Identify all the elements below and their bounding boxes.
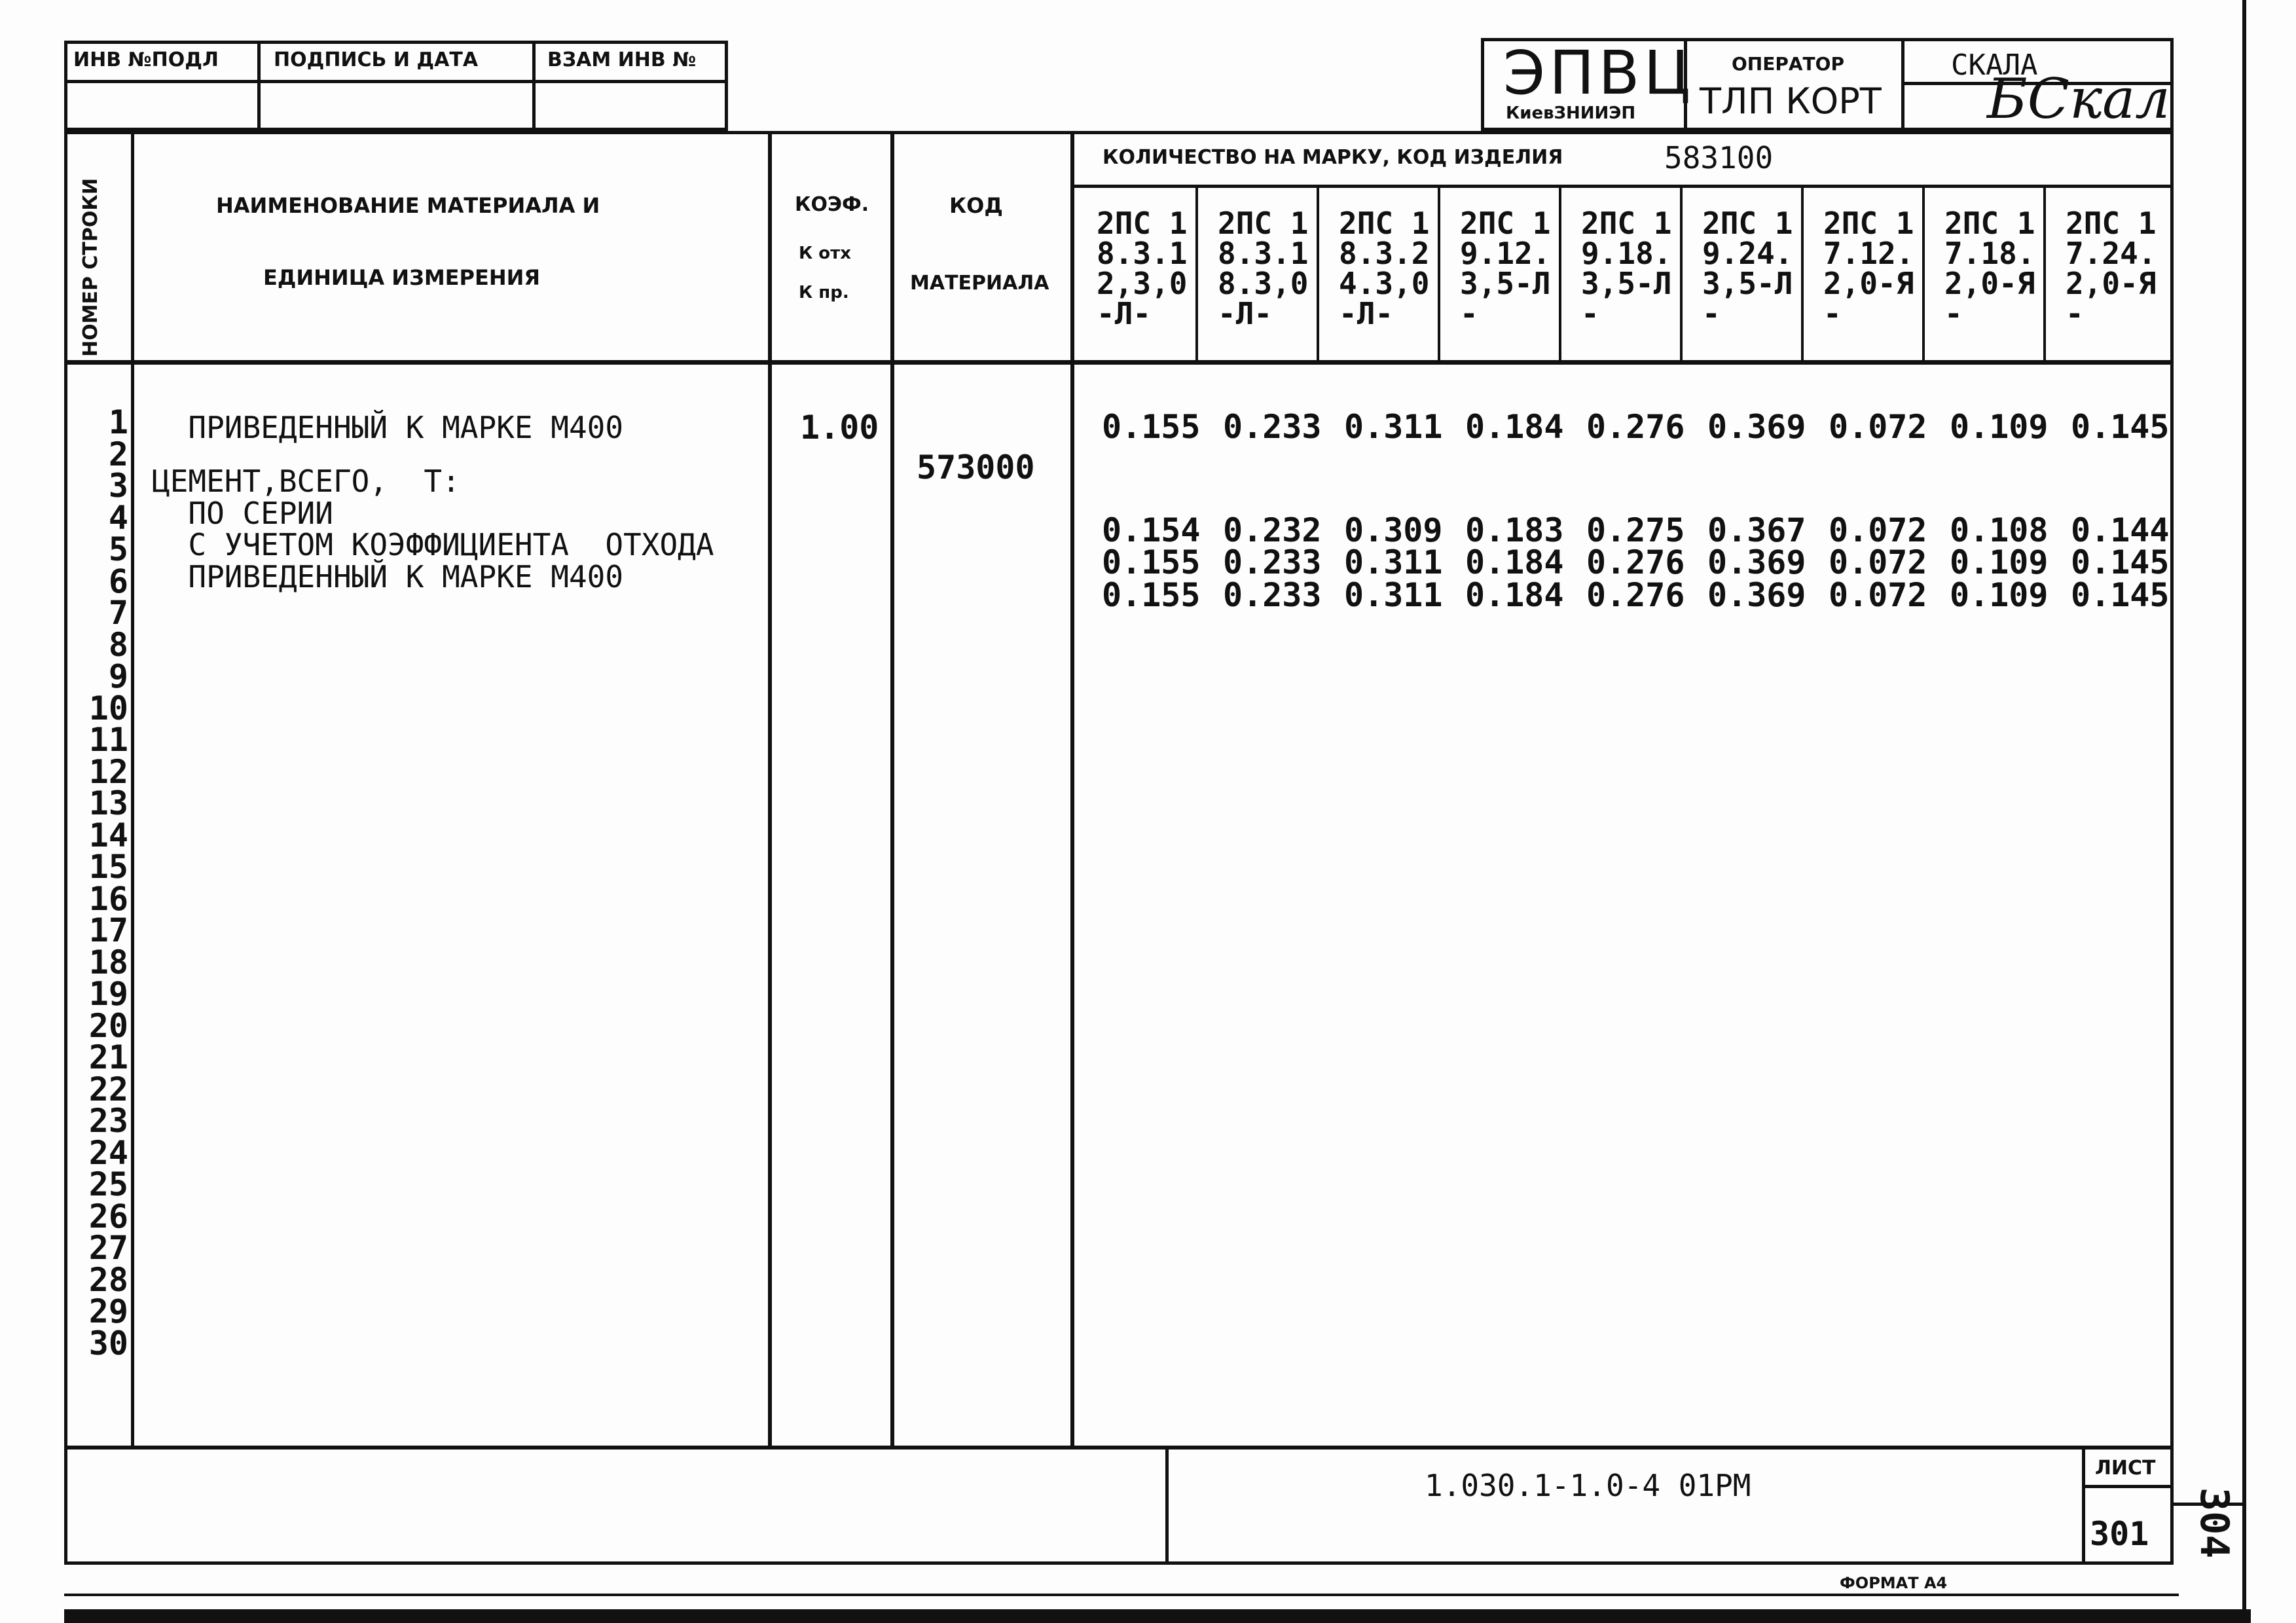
product-column-header: 2ПС 1 9.18. 3,5-Л -	[1581, 206, 1672, 331]
stamp-inv-podl-label: ИНВ №ПОДЛ	[73, 48, 219, 71]
quantity-value: 0.109	[1950, 543, 2049, 581]
quantity-value: 0.367	[1707, 511, 1806, 549]
quantity-header: КОЛИЧЕСТВО НА МАРКУ, КОД ИЗДЕЛИЯ	[1102, 146, 1563, 169]
code-header-line1: КОД	[949, 193, 1003, 218]
quantity-value: 0.233	[1223, 408, 1322, 446]
quantity-value: 0.109	[1950, 408, 2049, 446]
quantity-value: 0.154	[1102, 511, 1201, 549]
quantity-value: 0.311	[1344, 408, 1443, 446]
row-number: 3	[108, 467, 128, 505]
material-name: С УЧЕТОМ КОЭФФИЦИЕНТА ОТХОДА	[152, 527, 714, 562]
format-label: ФОРМАТ А4	[1840, 1574, 1948, 1592]
quantity-value: 0.155	[1102, 575, 1201, 614]
product-column-header: 2ПС 1 9.24. 3,5-Л -	[1702, 206, 1793, 331]
quantity-value: 0.232	[1223, 511, 1322, 549]
product-column-header: 2ПС 1 8.3.1 2,3,0 -Л-	[1097, 206, 1188, 331]
quantity-value: 0.072	[1829, 575, 1927, 614]
material-header-line1: НАИМЕНОВАНИЕ МАТЕРИАЛА И	[216, 193, 600, 218]
quantity-value: 0.072	[1829, 511, 1927, 549]
row-number: 8	[108, 625, 128, 664]
material-code: 573000	[917, 448, 1035, 486]
operator-label: ОПЕРАТОР	[1732, 53, 1844, 75]
quantity-value: 0.109	[1950, 575, 2049, 614]
stamp-signature-date-label: ПОДПИСЬ И ДАТА	[274, 48, 479, 71]
sheet-number: 301	[2090, 1515, 2149, 1553]
footer-divider	[1165, 1448, 1169, 1565]
quantity-value: 0.145	[2071, 543, 2170, 581]
quantity-value: 0.311	[1344, 543, 1443, 581]
row-number: 18	[88, 943, 128, 981]
quantity-value: 0.369	[1707, 408, 1806, 446]
quantity-value: 0.145	[2071, 408, 2170, 446]
row-number: 13	[88, 784, 128, 822]
material-name: ПО СЕРИИ	[152, 495, 333, 531]
row-number: 11	[88, 721, 128, 759]
product-column-header: 2ПС 1 7.24. 2,0-Я -	[2066, 206, 2157, 331]
row-number: 24	[88, 1133, 128, 1172]
row-number: 16	[88, 879, 128, 918]
row-number: 28	[88, 1260, 128, 1299]
row-number: 29	[88, 1292, 128, 1330]
quantity-value: 0.369	[1707, 543, 1806, 581]
row-number: 2	[108, 435, 128, 473]
quantity-value: 0.275	[1586, 511, 1685, 549]
row-number: 20	[88, 1006, 128, 1045]
quantity-value: 0.145	[2071, 575, 2170, 614]
stamp-replaced-inv-label: ВЗАМ ИНВ №	[547, 48, 697, 71]
row-number: 22	[88, 1070, 128, 1108]
material-name: ПРИВЕДЕННЫЙ К МАРКЕ М400	[152, 410, 624, 445]
row-number: 9	[108, 657, 128, 695]
material-name: ПРИВЕДЕННЫЙ К МАРКЕ М400	[152, 558, 624, 594]
coefficient-value: 1.00	[800, 409, 879, 447]
product-column-header: 2ПС 1 8.3.1 8.3,0 -Л-	[1218, 206, 1309, 331]
row-number: 17	[88, 911, 128, 949]
row-number: 5	[108, 530, 128, 568]
row-number: 7	[108, 594, 128, 632]
row-number-header: НОМЕР СТРОКИ	[79, 178, 102, 357]
product-column-header: 2ПС 1 8.3.2 4.3,0 -Л-	[1339, 206, 1430, 331]
quantity-value: 0.155	[1102, 408, 1201, 446]
code-header-line2: МАТЕРИАЛА	[910, 272, 1049, 295]
row-number: 6	[108, 562, 128, 600]
quantity-value: 0.233	[1223, 575, 1322, 614]
sheet-label: ЛИСТ	[2095, 1457, 2156, 1480]
quantity-value: 0.311	[1344, 575, 1443, 614]
quantity-value: 0.369	[1707, 575, 1806, 614]
row-number: 14	[88, 816, 128, 854]
row-number: 19	[88, 975, 128, 1013]
coef-header-line2: К отх	[799, 244, 852, 263]
quantity-value: 0.233	[1223, 543, 1322, 581]
quantity-value: 0.276	[1586, 575, 1685, 614]
product-column-header: 2ПС 1 9.12. 3,5-Л -	[1460, 206, 1551, 331]
product-column-header: 2ПС 1 7.18. 2,0-Я -	[1944, 206, 2035, 331]
product-code: 583100	[1664, 140, 1774, 175]
operator-value: ТЛП КОРТ	[1700, 81, 1882, 122]
page-number: 304	[2191, 1487, 2237, 1559]
quantity-value: 0.184	[1465, 575, 1564, 614]
quantity-value: 0.276	[1586, 543, 1685, 581]
document-code: 1.030.1-1.0-4 01РМ	[1425, 1468, 1751, 1503]
operator-signature: БСкал	[1987, 67, 2170, 131]
quantity-value: 0.309	[1344, 511, 1443, 549]
row-number: 4	[108, 498, 128, 537]
main-table	[64, 131, 2174, 1565]
quantity-value: 0.072	[1829, 408, 1927, 446]
row-number: 10	[88, 689, 128, 727]
row-number: 26	[88, 1197, 128, 1235]
quantity-value: 0.155	[1102, 543, 1201, 581]
quantity-value: 0.184	[1465, 408, 1564, 446]
material-header-line2: ЕДИНИЦА ИЗМЕРЕНИЯ	[263, 265, 541, 290]
product-column-header: 2ПС 1 7.12. 2,0-Я -	[1823, 206, 1914, 331]
org-name: ЭПВЦ	[1503, 38, 1694, 108]
quantity-value: 0.072	[1829, 543, 1927, 581]
quantity-value: 0.184	[1465, 543, 1564, 581]
row-number: 30	[88, 1324, 128, 1362]
row-number: 25	[88, 1165, 128, 1203]
row-number: 1	[108, 403, 128, 441]
quantity-value: 0.108	[1950, 511, 2049, 549]
coef-header-line3: К пр.	[799, 283, 849, 302]
quantity-value: 0.276	[1586, 408, 1685, 446]
org-subname: КиевЗНИИЭП	[1506, 103, 1636, 123]
coef-header-line1: КОЭФ.	[795, 193, 869, 216]
row-number: 27	[88, 1229, 128, 1267]
quantity-value: 0.144	[2071, 511, 2170, 549]
quantity-value: 0.183	[1465, 511, 1564, 549]
row-number: 12	[88, 752, 128, 791]
system-name: СКАЛА	[1951, 48, 2038, 82]
material-name: ЦЕМЕНТ,ВСЕГО, Т:	[152, 464, 460, 499]
row-number: 23	[88, 1102, 128, 1140]
row-number: 21	[88, 1038, 128, 1076]
row-number: 15	[88, 848, 128, 886]
